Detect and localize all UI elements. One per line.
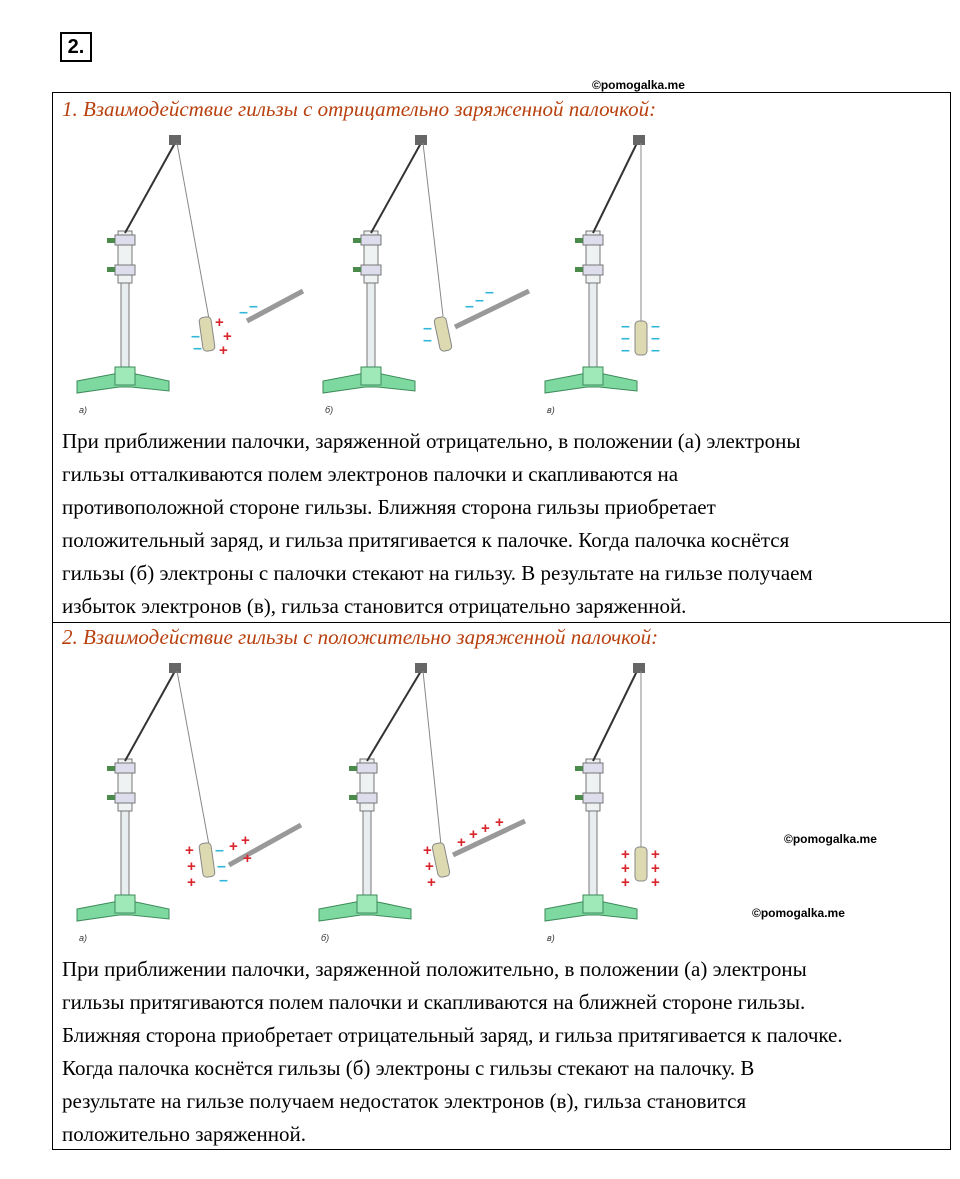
svg-text:–: –	[215, 842, 224, 859]
section2-line: положительно заряженной.	[62, 1122, 307, 1146]
svg-text:–: –	[621, 318, 630, 335]
svg-text:–: –	[651, 342, 660, 359]
section2-line: результате на гильзе получаем недостаток электронов (в), гильза становится	[62, 1089, 747, 1113]
section1-line: При приближении палочки, заряженной отрицательно, в положении (а) электроны	[62, 429, 801, 453]
svg-text:+: +	[651, 846, 660, 863]
svg-text:–: –	[651, 330, 660, 347]
svg-text:–: –	[249, 298, 258, 315]
svg-text:–: –	[465, 298, 474, 315]
pendulum-stand-a1	[69, 131, 289, 421]
svg-text:+: +	[621, 874, 630, 891]
section1-line: положительный заряд, и гильза притягивается к палочке. Когда палочка коснётся	[62, 528, 790, 552]
pendulum-stand-c1	[537, 131, 737, 421]
figure-label-c1: в)	[547, 405, 555, 415]
svg-text:–: –	[193, 340, 202, 357]
svg-text:+: +	[215, 314, 224, 331]
figure-label-a2: а)	[79, 933, 88, 943]
svg-text:–: –	[475, 292, 484, 309]
section-divider	[53, 622, 950, 623]
svg-text:+: +	[651, 860, 660, 877]
svg-text:–: –	[423, 332, 432, 349]
section2-line: Когда палочка коснётся гильзы (б) электроны с гильзы стекают на палочку. В	[62, 1056, 755, 1080]
pendulum-stand-b2	[311, 659, 531, 949]
svg-text:+: +	[481, 820, 490, 837]
svg-text:–: –	[239, 304, 248, 321]
problem-number: 2.	[60, 32, 92, 62]
svg-text:+: +	[469, 826, 478, 843]
svg-text:+: +	[427, 874, 436, 891]
pendulum-stand-c2	[537, 659, 737, 949]
svg-text:+: +	[241, 832, 250, 849]
figure-label-b2: б)	[321, 933, 330, 943]
svg-text:+: +	[651, 874, 660, 891]
svg-text:–: –	[191, 328, 200, 345]
section1-line: избыток электронов (в), гильза становится отрицательно заряженной.	[62, 594, 687, 618]
figure-label-c2: в)	[547, 933, 555, 943]
svg-text:–: –	[485, 284, 494, 301]
pendulum-stand-b1	[315, 131, 535, 421]
svg-text:+: +	[621, 846, 630, 863]
svg-text:–: –	[217, 858, 226, 875]
svg-text:+: +	[187, 858, 196, 875]
section2-line: Ближняя сторона приобретает отрицательный заряд, и гильза притягивается к палочке.	[62, 1023, 843, 1047]
svg-text:+: +	[229, 838, 238, 855]
pendulum-stand-a2	[69, 659, 289, 949]
section1-line: гильзы отталкиваются полем электронов палочки и скапливаются на	[62, 462, 679, 486]
svg-text:+: +	[621, 860, 630, 877]
section2-heading: 2. Взаимодействие гильзы с положительно заряженной палочкой:	[62, 625, 659, 649]
section1-line: гильзы (б) электроны с палочки стекают на гильзу. В результате на гильзе получаем	[62, 561, 813, 585]
svg-text:+: +	[219, 342, 228, 359]
svg-text:+: +	[243, 850, 252, 867]
svg-text:+: +	[495, 814, 504, 831]
svg-text:+: +	[425, 858, 434, 875]
svg-text:–: –	[621, 330, 630, 347]
watermark-mid: ©pomogalka.me	[784, 832, 877, 846]
svg-text:+: +	[185, 842, 194, 859]
section1-line: противоположной стороне гильзы. Ближняя сторона гильзы приобретает	[62, 495, 716, 519]
watermark-top: ©pomogalka.me	[592, 78, 685, 92]
svg-text:–: –	[423, 320, 432, 337]
svg-text:+: +	[423, 842, 432, 859]
svg-text:+: +	[223, 328, 232, 345]
section1-heading: 1. Взаимодействие гильзы с отрицательно заряженной палочкой:	[62, 97, 657, 121]
svg-text:+: +	[187, 874, 196, 891]
svg-text:–: –	[651, 318, 660, 335]
section1-paragraph	[62, 425, 947, 623]
svg-text:–: –	[219, 872, 228, 889]
figure-label-b1: б)	[325, 405, 334, 415]
section2-line: При приближении палочки, заряженной положительно, в положении (а) электроны	[62, 957, 807, 981]
figure-label-a1: а)	[79, 405, 88, 415]
section2-line: гильзы притягиваются полем палочки и скапливаются на ближней стороне гильзы.	[62, 990, 806, 1014]
section2-paragraph	[62, 953, 947, 1151]
content-table	[52, 92, 951, 1150]
watermark-bottom: ©pomogalka.me	[752, 906, 845, 920]
svg-text:+: +	[457, 834, 466, 851]
svg-text:–: –	[621, 342, 630, 359]
